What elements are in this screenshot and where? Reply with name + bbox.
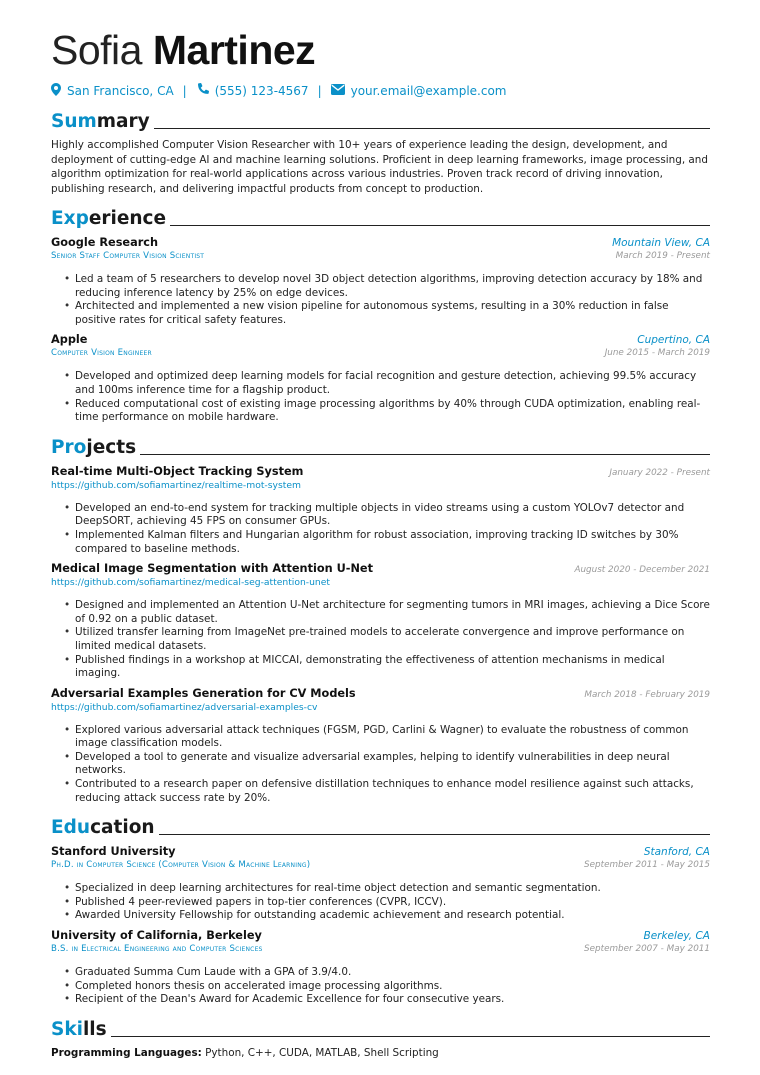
job-title: Computer Vision Engineer [51,348,152,359]
bullet-item: • Explored various adversarial attack techniques (FGSM, PGD, Carlini & Wagner) to evaluate the robustness of common image classification models. [64,724,710,751]
project-link[interactable]: https://github.com/sofiamartinez/realtime-mot-system [51,479,301,491]
employer-location: Mountain View, CA [612,237,710,249]
bullet-item: • Graduated Summa Cum Laude with a GPA of 3.9/4.0. [64,966,710,980]
employer-name: Google Research [51,236,159,249]
employer-location: Cupertino, CA [637,334,710,347]
candidate-name [51,26,710,74]
bullet-item: • Contributed to a research paper on defensive distillation techniques to enhance model resilience against such attacks, reducing attack success rate by 20%. [64,778,710,805]
bullet-item: • Published findings in a workshop at MICCAI, demonstrating the effectiveness of attention mechanisms in medical imaging. [64,654,710,681]
contact-separator: | [182,84,187,98]
phone-icon [196,83,209,99]
section-divider [159,834,710,835]
contact-bar [51,83,710,99]
education-bullets [51,966,710,1007]
project-dates: January 2022 - Present [609,467,710,478]
bullet-item: • Utilized transfer learning from ImageNet pre-trained models to accelerate convergence and improve performance on limited medical datasets. [64,626,710,653]
bullet-item: • Developed and optimized deep learning models for facial recognition and gesture detection, achieving 99.5% accuracy and 100ms inference time for a flagship product. [64,370,710,397]
contact-location [51,83,174,99]
skills-heading: Skills [51,1017,710,1041]
job-bullets [51,273,710,327]
school-name: Stanford University [51,845,176,859]
summary-text: Highly accomplished Computer Vision Researcher with 10+ years of experience leading the design, development, and deployment of cutting-edge AI and machine learning solutions. Proficient in deep learning frameworks, image processing, and algorithm optimization for real-world applications across various industries. Proven track record of driving innovation, publishing research, and delivering impactful products from concept to production. [51,139,708,195]
project-entry [51,465,710,556]
education-bullets [51,882,710,923]
section-divider [140,454,710,455]
degree-dates: September 2007 - May 2011 [584,944,710,955]
project-bullets [51,502,710,556]
degree-dates: September 2011 - May 2015 [584,860,710,871]
projects-heading: Projects [51,435,710,459]
section-divider [111,1036,710,1037]
project-link[interactable]: https://github.com/sofiamartinez/adversarial-examples-cv [51,701,318,713]
bullet-item: • Developed a tool to generate and visualize adversarial examples, helping to identify vulnerabilities in deep neural networks. [64,751,710,778]
job-dates: June 2015 - March 2019 [604,348,710,359]
job-title: Senior Staff Computer Vision Scientist [51,251,205,261]
first-name: Sofia [51,27,142,73]
last-name: Martinez [152,27,316,73]
bullet-item: • Designed and implemented an Attention U-Net architecture for segmenting tumors in MRI images, achieving a Dice Score of 0.92 on a public dataset. [64,599,710,626]
section-divider [170,225,710,226]
summary-heading: Summary [51,109,710,133]
map-marker-icon [51,83,61,99]
project-link[interactable]: https://github.com/sofiamartinez/medical-seg-attention-unet [51,577,331,589]
project-name: Adversarial Examples Generation for CV Models [51,686,356,700]
bullet-item: • Implemented Kalman filters and Hungarian algorithm for robust association, improving tracking ID switches by 30% compared to baseline methods. [64,529,710,556]
contact-separator: | [317,84,322,98]
skills-value: Python, C++, CUDA, MATLAB, Shell Scripting [205,1046,439,1059]
bullet-item: • Architected and implemented a new vision pipeline for autonomous systems, resulting in a 30% reduction in false positive rates for critical safety features. [64,300,710,327]
experience-heading: Experience [51,206,710,230]
degree-title: B.S. in Electrical Engineering and Computer Sciences [51,944,263,955]
bullet-item: • Published 4 peer-reviewed papers in top-tier conferences (CVPR, ICCV). [64,896,710,910]
envelope-icon [331,84,345,98]
school-location: Berkeley, CA [643,930,710,943]
bullet-item: • Developed an end-to-end system for tracking multiple objects in video streams using a custom YOLOv7 detector and DeepSORT, achieving 45 FPS on consumer GPUs. [64,502,710,529]
employer-name: Apple [51,333,88,347]
contact-email[interactable] [331,84,507,98]
section-divider [154,128,710,129]
degree-title: Ph.D. in Computer Science (Computer Vision & Machine Learning) [51,860,311,871]
contact-phone[interactable] [196,83,309,99]
education-entry [51,929,710,1007]
bullet-item: • Led a team of 5 researchers to develop novel 3D object detection algorithms, improving detection accuracy by 18% and reducing inference latency by 25% on edge devices. [64,273,710,300]
project-bullets [51,724,710,806]
project-dates: March 2018 - February 2019 [584,689,710,700]
bullet-item: • Awarded University Fellowship for outstanding academic achievement and research potential. [64,909,710,923]
project-dates: August 2020 - December 2021 [574,565,710,576]
education-heading: Education [51,815,710,839]
project-entry [51,687,710,806]
bullet-item: • Reduced computational cost of existing image processing algorithms by 40% through CUDA optimization, enabling real-time performance on mobile hardware. [64,398,710,425]
experience-entry [51,333,710,424]
project-bullets [51,599,710,681]
project-name: Medical Image Segmentation with Attention U-Net [51,562,373,576]
skills-label: Programming Languages: [51,1046,202,1059]
project-entry [51,562,710,681]
job-bullets [51,370,710,424]
bullet-item: • Completed honors thesis on accelerated image processing algorithms. [64,980,710,994]
job-dates: March 2019 - Present [615,251,710,261]
school-location: Stanford, CA [643,846,710,859]
email-text: your.email@example.com [350,84,507,98]
project-name: Real-time Multi-Object Tracking System [51,464,304,478]
location-text: San Francisco, CA [67,84,174,98]
education-entry [51,845,710,923]
school-name: University of California, Berkeley [51,929,262,943]
bullet-item: • Specialized in deep learning architectures for real-time object detection and semantic segmentation. [64,882,710,896]
bullet-item: • Recipient of the Dean's Award for Academic Excellence for four consecutive years. [64,993,710,1007]
skills-line [51,1047,710,1059]
experience-entry [51,236,710,327]
phone-text: (555) 123-4567 [214,84,309,98]
